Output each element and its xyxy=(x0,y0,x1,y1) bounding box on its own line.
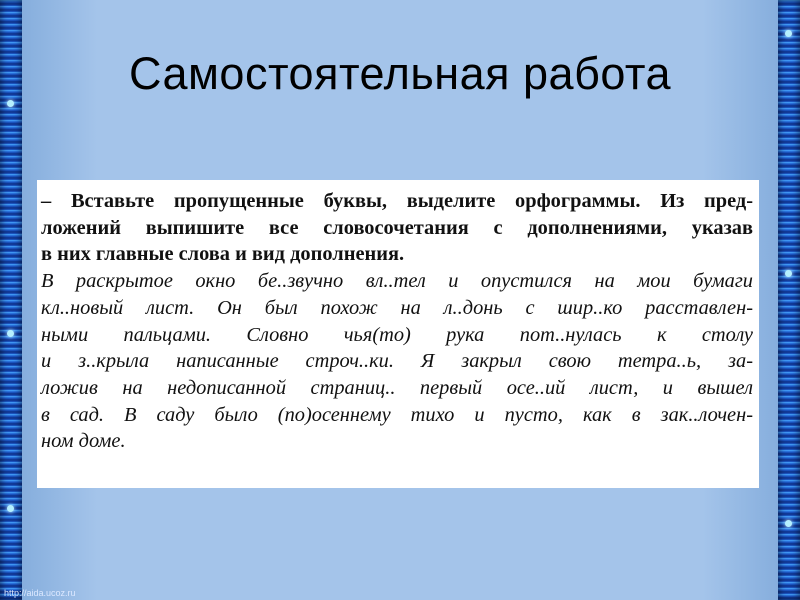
instruction-line: – Вставьте пропущенные буквы, выделите орфограммы. Из пред- xyxy=(41,190,753,212)
instruction-line: в них главные слова и вид дополнения. xyxy=(41,243,405,266)
light-dot xyxy=(7,330,14,337)
instruction-line: ложений выпишите все словосочетания с дополнениями, указав xyxy=(41,216,753,239)
light-dot xyxy=(7,505,14,512)
exercise-text-line: ном доме. xyxy=(41,430,126,453)
slide-title: Самостоятельная работа xyxy=(128,48,672,99)
exercise-text-line: ложив на недописанной страниц.. первый осе..ий лист, и вышел xyxy=(41,376,753,399)
light-dot xyxy=(785,270,792,277)
exercise-text-line: кл..новый лист. Он был похож на л..донь с шир..ко расставлен- xyxy=(41,296,753,319)
source-watermark: http://aida.ucoz.ru xyxy=(4,588,76,598)
exercise-text-line: и з..крыла написанные строч..ки. Я закрыл свою тетра..ь, за- xyxy=(41,350,753,373)
light-dot xyxy=(7,100,14,107)
light-dot xyxy=(785,520,792,527)
light-dot xyxy=(785,30,792,37)
exercise-text-card xyxy=(37,180,759,488)
exercise-text-line: в сад. В саду было (по)осеннему тихо и пусто, как в зак..лочен- xyxy=(41,403,753,426)
exercise-text-line: В раскрытое окно бе..звучно вл..тел и опустился на мои бумаги xyxy=(41,270,753,293)
exercise-text-line: ными пальцами. Словно чья(то) рука пот..нулась к столу xyxy=(41,323,753,346)
